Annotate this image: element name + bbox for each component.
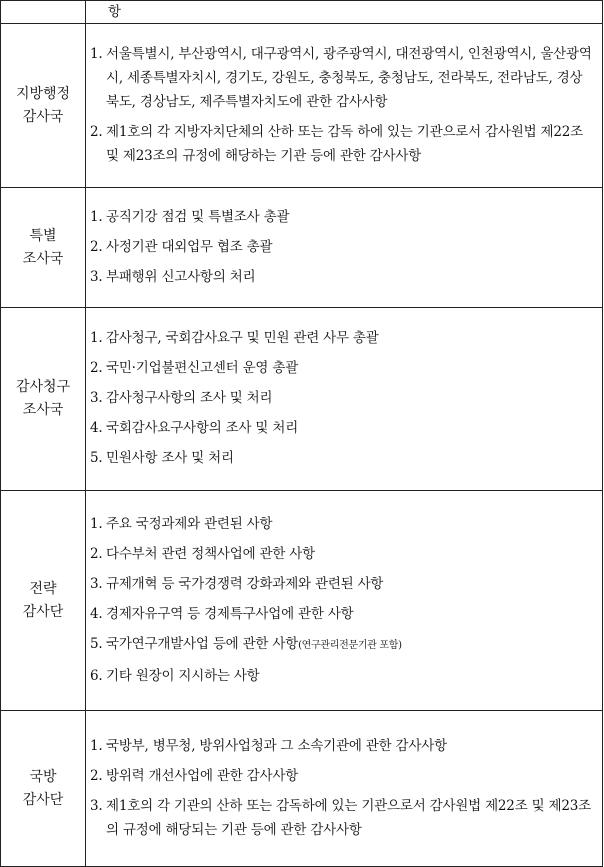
item-number: 6. xyxy=(90,667,103,684)
list-item xyxy=(90,734,594,758)
item-text: 규제개혁 등 국가경쟁력 강화과제와 관련된 사항 xyxy=(106,575,384,592)
list-item xyxy=(90,794,594,842)
item-text: 국회감사요구사항의 조사 및 처리 xyxy=(106,420,299,436)
dept-cell xyxy=(1,24,86,188)
item-number: 4. xyxy=(90,420,103,436)
table-header-row xyxy=(1,1,603,24)
item-number: 2. xyxy=(90,123,103,140)
item-number: 2. xyxy=(90,545,103,562)
items-cell xyxy=(86,188,603,308)
dept-name-line: 감사단 xyxy=(22,603,64,620)
item-number: 1. xyxy=(90,208,103,225)
list-item xyxy=(90,326,594,350)
dept-cell xyxy=(1,308,86,491)
dept-name-line: 감사국 xyxy=(22,108,64,125)
item-text: 부패행위 신고사항의 처리 xyxy=(106,268,256,285)
item-text: 공직기강 점검 및 특별조사 총괄 xyxy=(106,208,290,225)
item-number: 1. xyxy=(90,515,103,532)
item-number: 1. xyxy=(90,330,103,346)
item-number: 1. xyxy=(90,45,103,62)
item-number: 1. xyxy=(90,737,103,754)
item-main-text: 국가연구개발사업 등에 관한 사항 xyxy=(106,635,299,652)
items-cell xyxy=(86,24,603,188)
item-note: (연구관리전문기관 포함) xyxy=(298,639,402,651)
item-number: 5. xyxy=(90,450,103,466)
item-number: 3. xyxy=(90,797,103,814)
item-text: 사정기관 대외업무 협조 총괄 xyxy=(106,238,273,255)
dept-name-line: 조사국 xyxy=(22,402,64,418)
item-text: 국방부, 병무청, 방위사업청과 그 소속기관에 관한 감사사항 xyxy=(106,737,447,754)
dept-cell xyxy=(1,491,86,711)
table-row xyxy=(1,308,603,491)
header-items-cell: 항 xyxy=(86,1,603,24)
item-text: 민원사항 조사 및 처리 xyxy=(106,450,234,466)
item-text: 감사청구사항의 조사 및 처리 xyxy=(106,390,273,406)
list-item xyxy=(90,542,594,566)
list-item xyxy=(90,356,594,380)
dept-name-line: 지방행정 xyxy=(15,85,71,102)
dept-cell xyxy=(1,188,86,308)
dept-name-line: 전략 xyxy=(29,580,57,597)
list-item xyxy=(90,664,594,688)
items-cell xyxy=(86,491,603,711)
item-text: 서울특별시, 부산광역시, 대구광역시, 광주광역시, 대전광역시, 인천광역시, 울산광역시, 세종특별자치시, 경기도, 강원도, 충청북도, 충청남도, 전라북도, 전라남도, 경상북도, 경상남도, 제주특별자치도에 관한 감사사항 xyxy=(106,45,592,110)
item-number: 2. xyxy=(90,767,103,784)
dept-name-line: 조사국 xyxy=(22,250,64,267)
item-number: 3. xyxy=(90,575,103,592)
item-number: 4. xyxy=(90,605,103,622)
item-text: 감사청구, 국회감사요구 및 민원 관련 사무 총괄 xyxy=(106,330,379,346)
items-cell xyxy=(86,308,603,491)
item-number: 2. xyxy=(90,360,103,376)
item-number: 5. xyxy=(90,635,103,652)
table-row xyxy=(1,24,603,188)
list-item xyxy=(90,602,594,626)
item-text: 경제자유구역 등 경제특구사업에 관한 사항 xyxy=(106,605,354,622)
items-cell xyxy=(86,711,603,867)
list-item xyxy=(90,764,594,788)
item-text: 제1호의 각 지방자치단체의 산하 또는 감독 하에 있는 기관으로서 감사원법 제22조 및 제23조의 규정에 해당하는 기관 등에 관한 감사사항 xyxy=(106,123,583,164)
dept-name-line: 국방 xyxy=(29,768,57,785)
dept-cell xyxy=(1,711,86,867)
item-number: 3. xyxy=(90,268,103,285)
table-row xyxy=(1,188,603,308)
list-item xyxy=(90,572,594,596)
item-text: 방위력 개선사업에 관한 감사사항 xyxy=(106,767,299,784)
list-item xyxy=(90,235,594,259)
list-item xyxy=(90,416,594,440)
item-text: 다수부처 관련 정책사업에 관한 사항 xyxy=(106,545,315,562)
table-row xyxy=(1,711,603,867)
dept-name-line: 특별 xyxy=(29,227,57,244)
item-text: 기타 원장이 지시하는 사항 xyxy=(106,667,260,684)
header-dept-cell xyxy=(1,1,86,24)
item-text: 주요 국정과제와 관련된 사항 xyxy=(106,515,273,532)
list-item xyxy=(90,632,594,658)
list-item xyxy=(90,205,594,229)
list-item xyxy=(90,446,594,470)
list-item xyxy=(90,512,594,536)
item-text: 국민·기업불편신고센터 운영 총괄 xyxy=(106,360,299,376)
list-item xyxy=(90,265,594,289)
item-text: 제1호의 각 기관의 산하 또는 감독하에 있는 기관으로서 감사원법 제22조 및 제23조의 규정에 해당되는 기관 등에 관한 감사사항 xyxy=(106,797,592,838)
item-text xyxy=(106,632,594,658)
item-number: 2. xyxy=(90,238,103,255)
table-row xyxy=(1,491,603,711)
list-item xyxy=(90,386,594,410)
list-item xyxy=(90,42,594,114)
dept-name-line: 감사단 xyxy=(22,791,64,808)
list-item xyxy=(90,120,594,168)
dept-name-line: 감사청구 xyxy=(15,379,71,395)
item-number: 3. xyxy=(90,390,103,406)
